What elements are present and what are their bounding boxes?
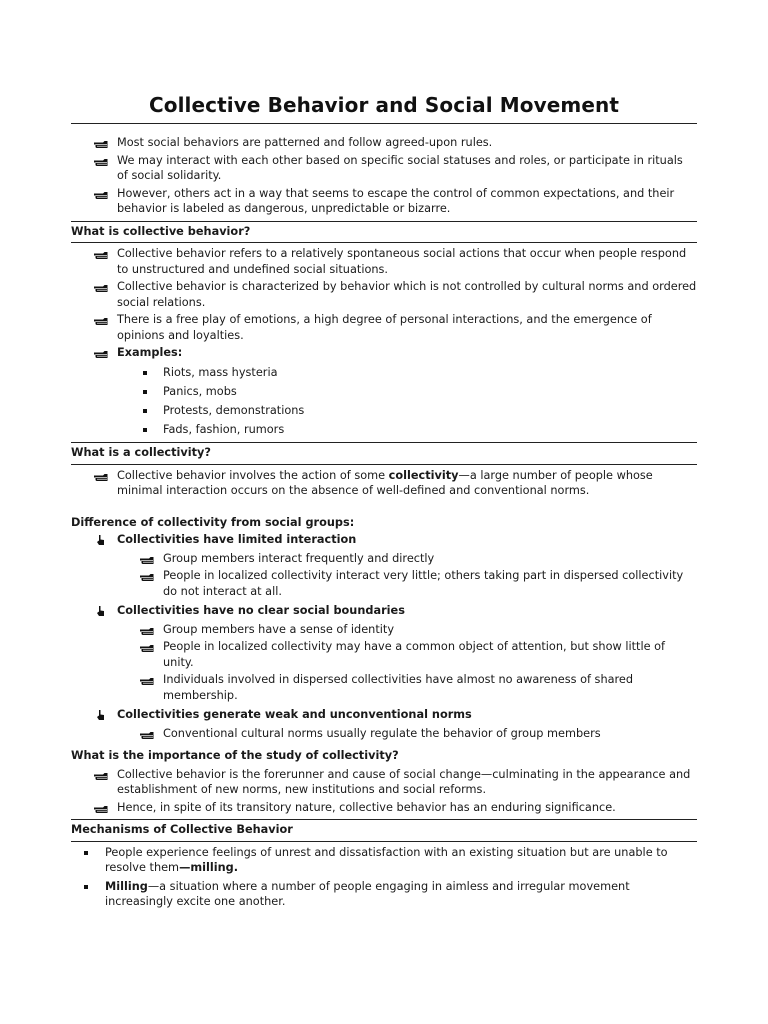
- section-heading: Mechanisms of Collective Behavior: [71, 823, 293, 836]
- square-bullet-icon: [143, 371, 147, 375]
- document-body: [71, 123, 697, 913]
- hand-bullet-icon: [96, 606, 105, 622]
- list-item: [71, 345, 697, 361]
- section-rule: [71, 841, 697, 842]
- list-item: We may interact with each other based on specific social statuses and roles, or participate in rituals of social solidarity.: [71, 153, 697, 184]
- pointing-hand-bullet-icon: [140, 675, 156, 691]
- list-item: Collective behavior involves the action of some collectivity—a large number of people whose minimal interaction occurs on the absence of well-defined and conventional norms.: [71, 468, 697, 499]
- pointing-hand-bullet-icon: [140, 554, 156, 570]
- pointing-hand-bullet-icon: [94, 138, 110, 154]
- square-bullet-icon: [143, 390, 147, 394]
- intro-list: [71, 135, 697, 217]
- example-item: Riots, mass hysteria: [71, 365, 697, 381]
- pointing-hand-bullet-icon: [94, 189, 110, 205]
- section-rule: [71, 242, 697, 243]
- section-heading: What is collective behavior?: [71, 224, 251, 238]
- pointing-hand-bullet-icon: [94, 348, 110, 364]
- list-item: Collective behavior is the forerunner and cause of social change—culminating in the appearance and establishment of new norms, new institutions and social reforms.: [71, 767, 697, 798]
- pointing-hand-bullet-icon: [94, 156, 110, 172]
- pointing-hand-bullet-icon: [140, 571, 156, 587]
- example-item: Protests, demonstrations: [71, 403, 697, 419]
- hand-bullet-icon: [96, 535, 105, 551]
- pointing-hand-bullet-icon: [140, 642, 156, 658]
- pointing-hand-bullet-icon: [94, 770, 110, 786]
- examples-label: Examples:: [117, 346, 183, 359]
- collectivity-list: [71, 468, 697, 499]
- point-heading: Collectivities have no clear social boundaries: [71, 603, 697, 619]
- list-item: Hence, in spite of its transitory nature, collective behavior has an enduring significance.: [71, 800, 697, 816]
- list-item: Group members interact frequently and directly: [71, 551, 697, 567]
- point-heading: Collectivities generate weak and unconventional norms: [71, 707, 697, 723]
- pointing-hand-bullet-icon: [94, 249, 110, 265]
- pointing-hand-bullet-icon: [94, 282, 110, 298]
- list-item: Collective behavior refers to a relatively spontaneous social actions that occur when people respond to unstructured and undefined social situations.: [71, 246, 697, 277]
- example-item: Panics, mobs: [71, 384, 697, 400]
- list-item: People in localized collectivity may have a common object of attention, but show little of unity.: [71, 639, 697, 670]
- section-heading: What is the importance of the study of collectivity?: [71, 749, 399, 762]
- list-item: Group members have a sense of identity: [71, 622, 697, 638]
- collective-behavior-list: [71, 246, 697, 361]
- pointing-hand-bullet-icon: [94, 803, 110, 819]
- list-item: People experience feelings of unrest and dissatisfaction with an existing situation but are unable to resolve them—milling.: [71, 845, 697, 876]
- section-heading: Difference of collectivity from social groups:: [71, 515, 355, 529]
- square-bullet-icon: [143, 428, 147, 432]
- section-heading: What is a collectivity?: [71, 446, 211, 459]
- importance-list: [71, 767, 697, 816]
- mechanisms-list: [71, 845, 697, 910]
- list-item: Collective behavior is characterized by behavior which is not controlled by cultural norms and ordered social relations.: [71, 279, 697, 310]
- pointing-hand-bullet-icon: [94, 471, 110, 487]
- examples-list: [71, 365, 697, 438]
- list-item: However, others act in a way that seems to escape the control of common expectations, and their behavior is labeled as dangerous, unpredictable or bizarre.: [71, 186, 697, 217]
- square-bullet-icon: [84, 851, 88, 855]
- difference-list: [71, 532, 697, 741]
- list-item: Milling—a situation where a number of people engaging in aimless and irregular movement increasingly excite one another.: [71, 879, 697, 910]
- pointing-hand-bullet-icon: [94, 315, 110, 331]
- hand-bullet-icon: [96, 710, 105, 726]
- page-title: Collective Behavior and Social Movement: [148, 93, 620, 117]
- square-bullet-icon: [143, 409, 147, 413]
- square-bullet-icon: [84, 885, 88, 889]
- section-rule: [71, 464, 697, 465]
- title-rule: [71, 123, 697, 124]
- list-item: People in localized collectivity interact very little; others taking part in dispersed collectivity do not interact at all.: [71, 568, 697, 599]
- list-item: Individuals involved in dispersed collectivities have almost no awareness of shared membership.: [71, 672, 697, 703]
- example-item: Fads, fashion, rumors: [71, 422, 697, 438]
- list-item: Conventional cultural norms usually regulate the behavior of group members: [71, 726, 697, 742]
- pointing-hand-bullet-icon: [140, 729, 156, 745]
- list-item: There is a free play of emotions, a high degree of personal interactions, and the emergence of opinions and loyalties.: [71, 312, 697, 343]
- pointing-hand-bullet-icon: [140, 625, 156, 641]
- point-heading: Collectivities have limited interaction: [71, 532, 697, 548]
- list-item: Most social behaviors are patterned and follow agreed-upon rules.: [71, 135, 697, 151]
